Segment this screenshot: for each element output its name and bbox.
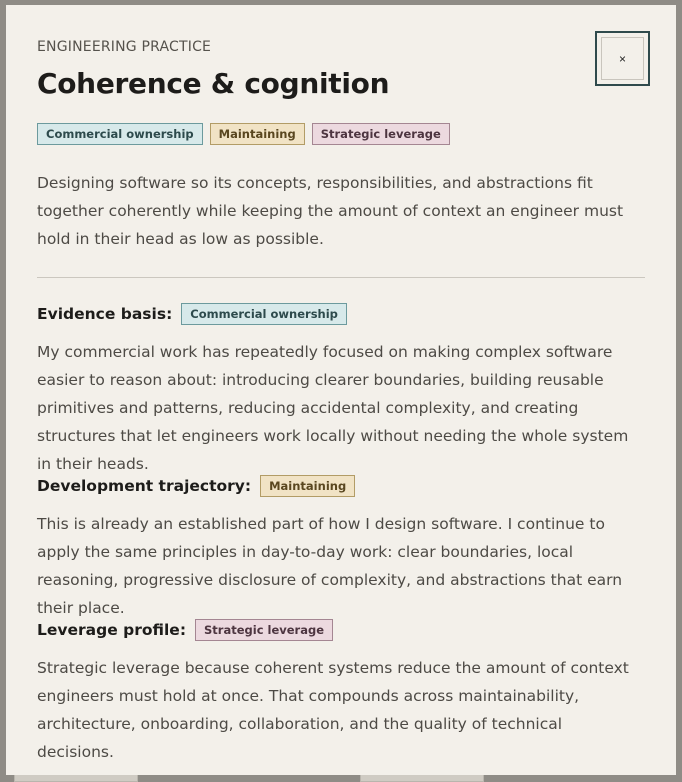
close-icon: × <box>601 37 644 80</box>
tag-strategic-leverage: Strategic leverage <box>312 123 450 145</box>
tag-strategic-leverage: Strategic leverage <box>195 619 333 641</box>
tag-maintaining: Maintaining <box>210 123 305 145</box>
section-label: Development trajectory: <box>37 477 252 495</box>
section-body: My commercial work has repeatedly focused on making complex software easier to reason about: introducing clearer boundaries, building reusable primitives and patterns, reducing accidental complexity, and creating structures that let engineers work locally without needing the whole system in their heads. <box>37 343 629 473</box>
tag-list <box>37 123 450 145</box>
section-label: Leverage profile: <box>37 621 187 639</box>
modal-description: Designing software so its concepts, responsibilities, and abstractions fit together coherently while keeping the amount of context an engineer must hold in their head as low as possible. <box>37 174 624 248</box>
tag-commercial-ownership: Commercial ownership <box>37 123 203 145</box>
practice-modal <box>6 5 676 775</box>
section-body: This is already an established part of how I design software. I continue to apply the same principles in day-to-day work: clear boundaries, local reasoning, progressive disclosure of complexity, and abstractions that earn their place. <box>37 515 623 617</box>
section-leverage-profile <box>37 619 333 641</box>
section-body: Strategic leverage because coherent systems reduce the amount of context engineers must hold at once. That compounds across maintainability, architecture, onboarding, collaboration, and the quality of technical decisions. <box>37 659 629 761</box>
tag-commercial-ownership: Commercial ownership <box>181 303 347 325</box>
modal-eyebrow: ENGINEERING PRACTICE <box>37 39 212 55</box>
divider <box>37 277 645 278</box>
close-button[interactable] <box>595 31 650 86</box>
modal-title: Coherence & cognition <box>37 67 390 100</box>
section-development-trajectory <box>37 475 355 497</box>
section-label: Evidence basis: <box>37 305 173 323</box>
tag-maintaining: Maintaining <box>260 475 355 497</box>
section-evidence-basis <box>37 303 347 325</box>
